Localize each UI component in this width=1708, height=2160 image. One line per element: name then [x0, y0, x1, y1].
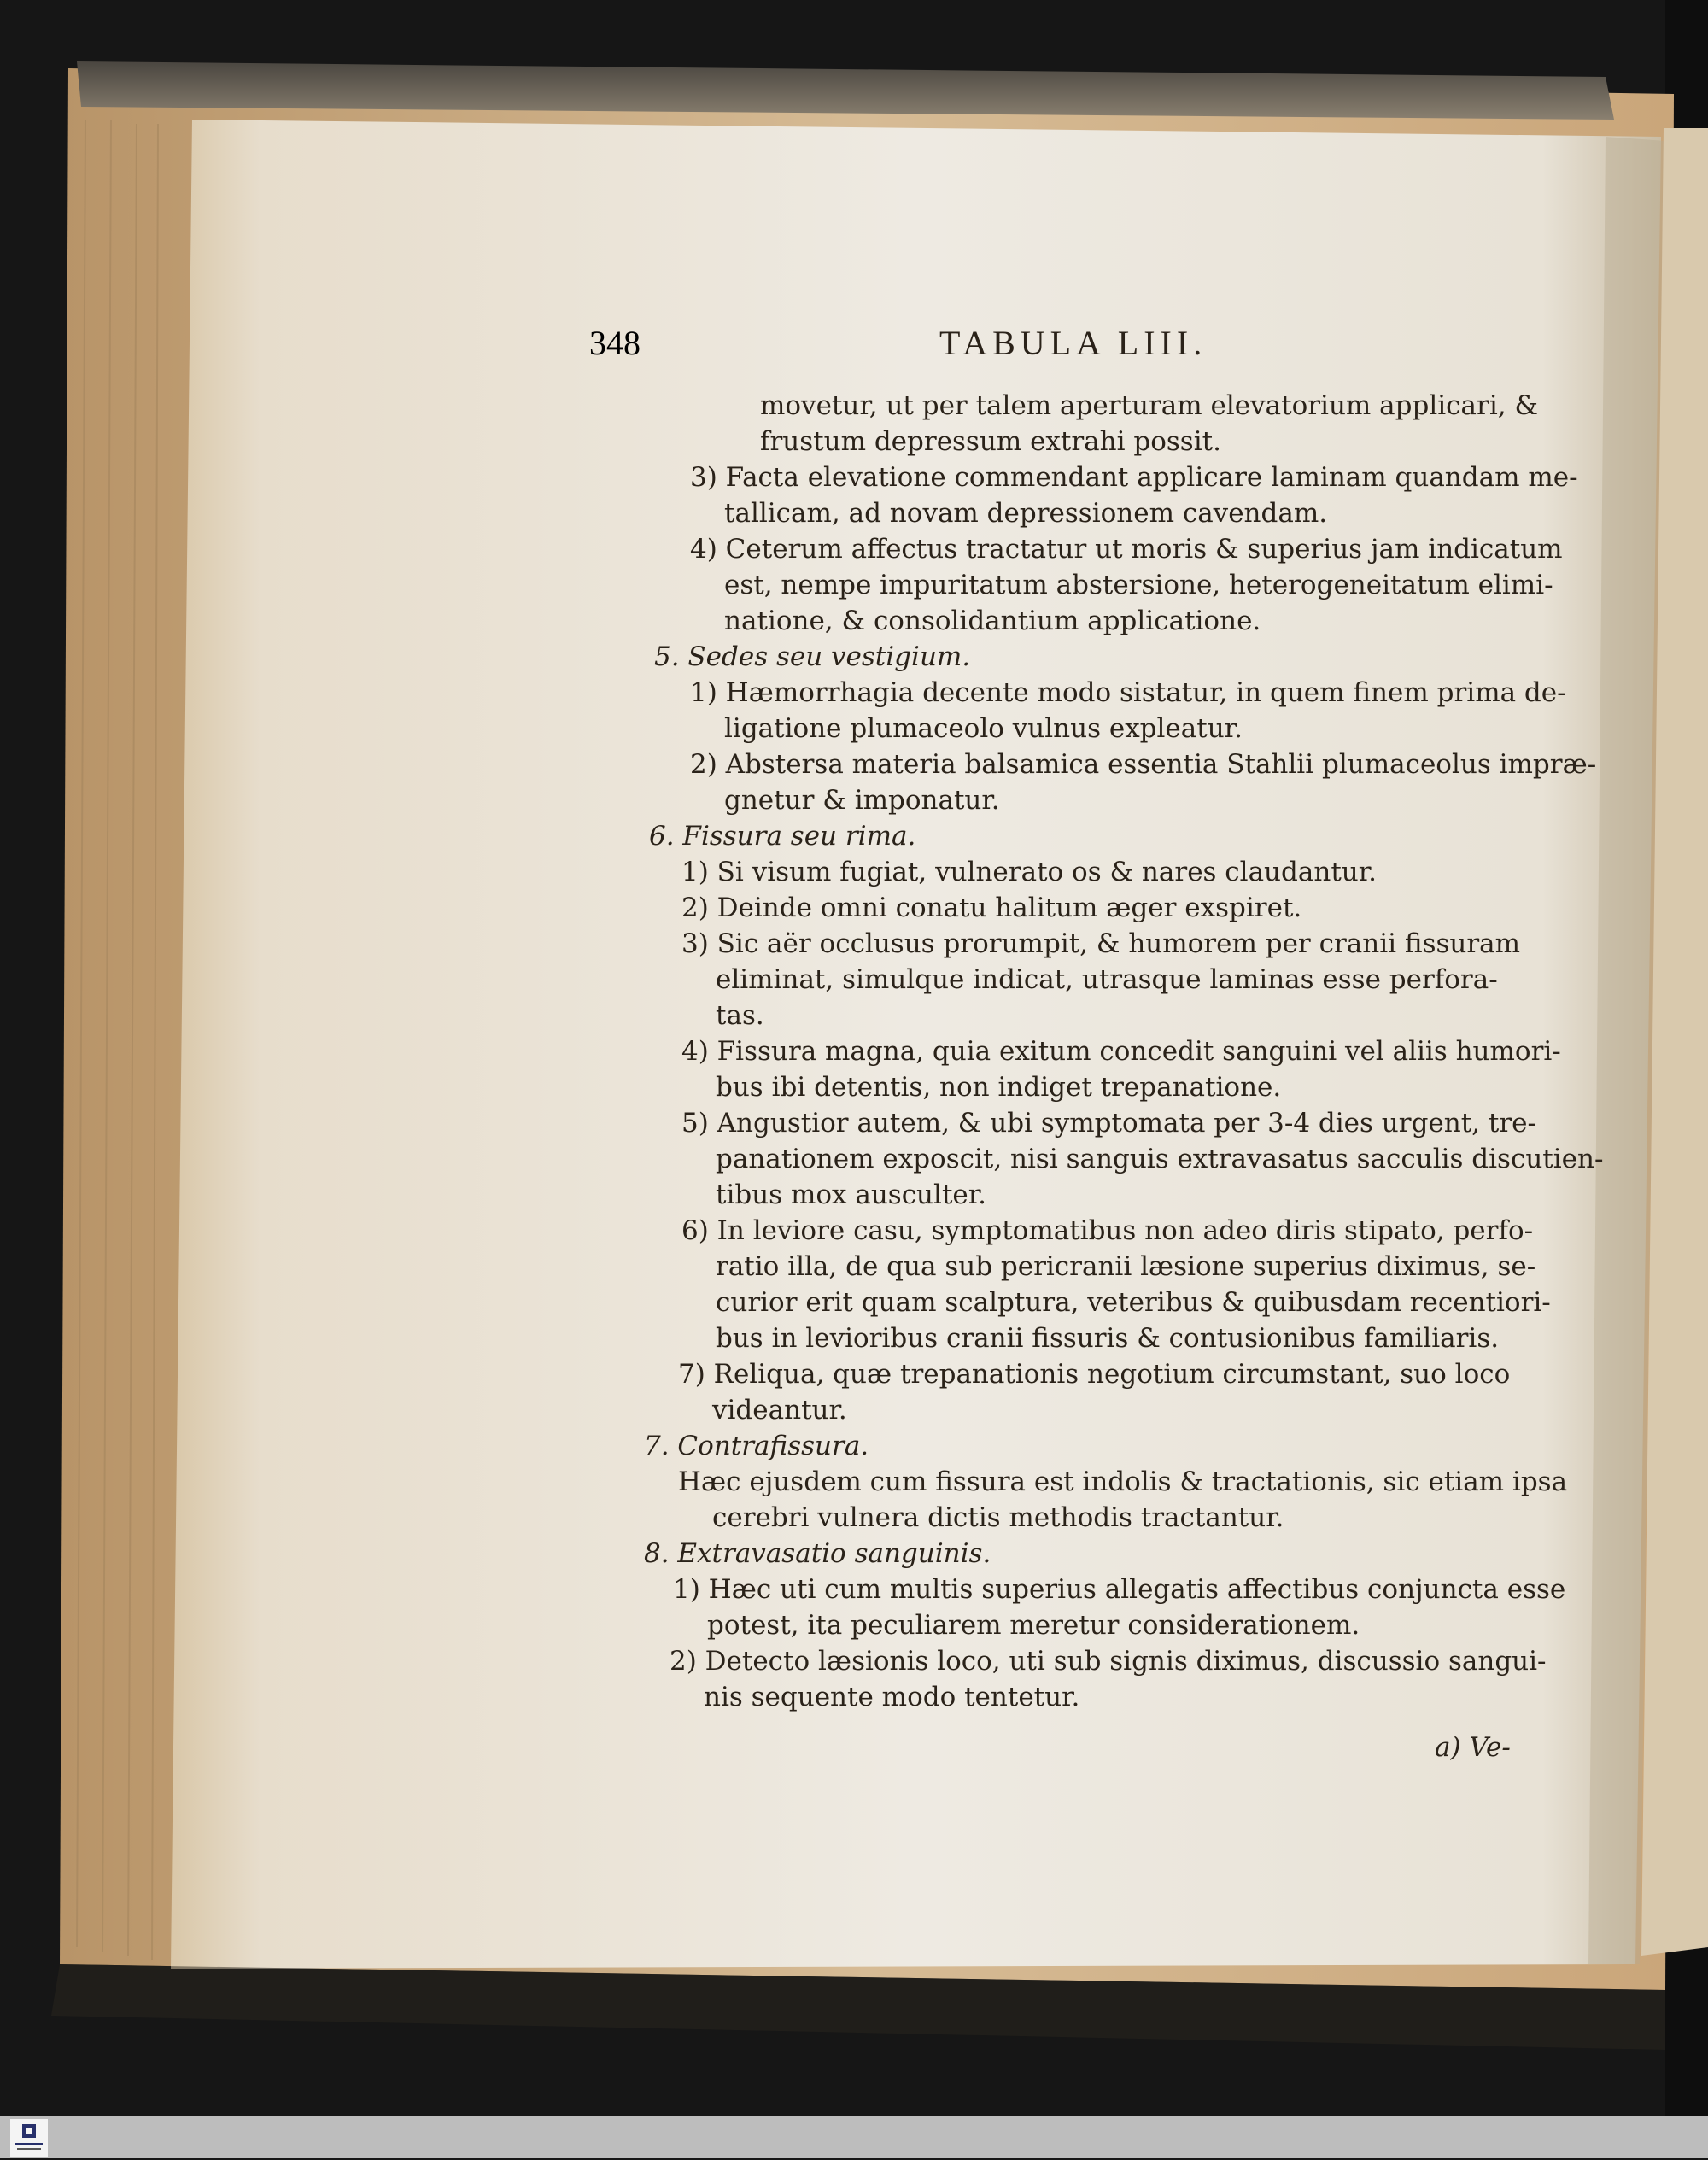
text-line: gnetur & imponatur.	[724, 785, 1000, 816]
text-line: potest, ita peculiarem meretur considerationem.	[707, 1610, 1360, 1641]
running-head: TABULA LIII.	[939, 324, 1208, 362]
text-line: est, nempe impuritatum abstersione, heterogeneitatum elimi-	[724, 570, 1553, 600]
text-line: bus in levioribus cranii fissuris & contusionibus familiaris.	[716, 1323, 1500, 1354]
text-line: panationem exposcit, nisi sanguis extravasatus sacculis discutien-	[716, 1144, 1604, 1174]
text-line: nis sequente modo tentetur.	[704, 1682, 1080, 1712]
text-line: natione, & consolidantium applicatione.	[724, 606, 1261, 636]
text-line: 1) Si visum fugiat, vulnerato os & nares claudantur.	[681, 857, 1378, 887]
text-line: 7) Reliqua, quæ trepanationis negotium circumstant, suo loco	[678, 1359, 1511, 1390]
text-line: 5) Angustior autem, & ubi symptomata per 3-4 dies urgent, tre-	[681, 1108, 1536, 1139]
text-line: 3) Sic aër occlusus prorumpit, & humorem per cranii fissuram	[681, 928, 1521, 959]
text-line: 2) Abstersa materia balsamica essentia Stahlii plumaceolus impræ-	[690, 749, 1597, 780]
section-heading: 5. Sedes seu vestigium.	[654, 641, 971, 672]
section-heading: 7. Contrafissura.	[644, 1431, 869, 1461]
text-line: movetur, ut per talem aperturam elevatorium applicari, &	[760, 390, 1539, 421]
text-line: tas.	[716, 1000, 764, 1031]
text-line: curior erit quam scalptura, veteribus & quibusdam recentiori-	[716, 1287, 1551, 1318]
text-line: Hæc ejusdem cum fissura est indolis & tractationis, sic etiam ipsa	[678, 1466, 1568, 1497]
text-line: 3) Facta elevatione commendant applicare laminam quandam me-	[690, 462, 1578, 493]
text-line: 2) Detecto læsionis loco, uti sub signis diximus, discussio sangui-	[670, 1646, 1547, 1677]
text-line: frustum depressum extrahi possit.	[760, 426, 1221, 457]
text-line: eliminat, simulque indicat, utrasque laminas esse perfora-	[716, 964, 1498, 995]
text-line: cerebri vulnera dictis methodis tractantur.	[712, 1502, 1284, 1533]
text-line: 6) In leviore casu, symptomatibus non adeo diris stipato, perfo-	[681, 1215, 1534, 1246]
viewer-bottom-bar	[0, 2116, 1708, 2158]
text-line: 1) Hæc uti cum multis superius allegatis affectibus conjuncta esse	[673, 1574, 1566, 1605]
text-line: 2) Deinde omni conatu halitum æger exspiret.	[681, 893, 1302, 923]
text-line: videantur.	[712, 1395, 847, 1425]
text-line: 4) Fissura magna, quia exitum concedit sanguini vel aliis humori-	[681, 1036, 1561, 1067]
catchword: a) Ve-	[1435, 1732, 1511, 1763]
text-line: 4) Ceterum affectus tractatur ut moris & superius jam indicatum	[690, 534, 1563, 565]
text-line: bus ibi detentis, non indiget trepanatione.	[716, 1072, 1282, 1103]
text-line: tibus mox ausculter.	[716, 1180, 987, 1210]
text-line: ratio illa, de qua sub pericranii læsione superius diximus, se-	[716, 1251, 1536, 1282]
text-line: ligatione plumaceolo vulnus expleatur.	[724, 713, 1243, 744]
library-logo-icon	[10, 2119, 48, 2157]
text-line: tallicam, ad novam depressionem cavendam.	[724, 498, 1328, 529]
text-line: 1) Hæmorrhagia decente modo sistatur, in quem finem prima de-	[690, 677, 1566, 708]
section-heading: 8. Extravasatio sanguinis.	[644, 1538, 991, 1569]
page-number: 348	[589, 324, 640, 362]
section-heading: 6. Fissura seu rima.	[649, 821, 916, 852]
